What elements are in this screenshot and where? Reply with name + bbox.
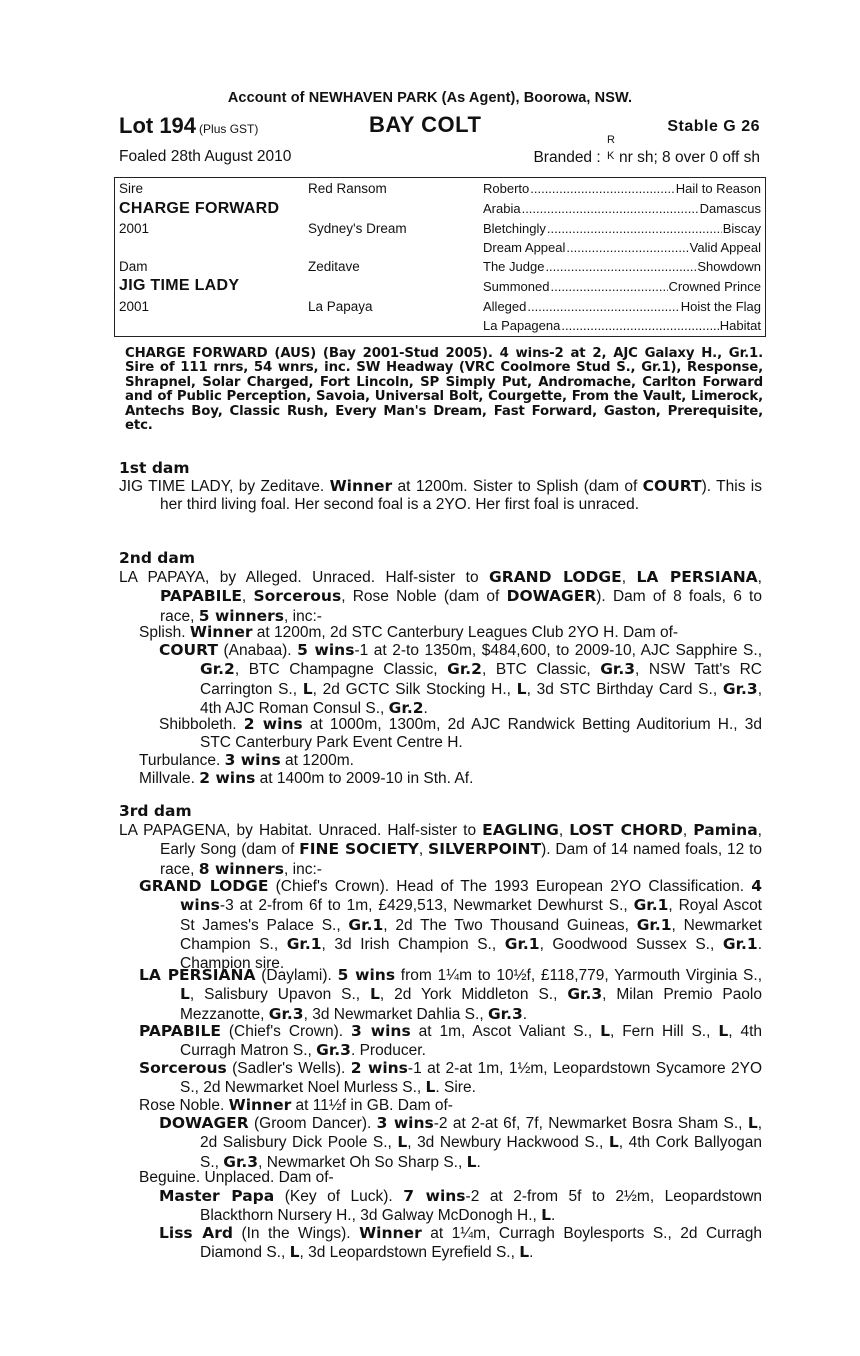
ancestor-left: Arabia [483, 201, 521, 216]
dam-name: JIG TIME LADY [119, 277, 240, 294]
brand-mark-bottom: K [606, 150, 615, 162]
sire-label: Sire [119, 181, 144, 196]
dam-dam: La Papaya [308, 299, 373, 314]
progeny-papabile: PAPABILE (Chief's Crown). 3 wins at 1m, Ascot Valiant S., L, Fern Hill S., L, 4th Curragh Matron S., Gr.3. Producer. [139, 1022, 762, 1060]
ancestor-row [483, 259, 761, 274]
progeny-beguine: Beguine. Unplaced. Dam of- [139, 1169, 334, 1186]
second-dam-heading: 2nd dam [119, 549, 196, 567]
progeny-rose-noble: Rose Noble. Winner at 11½f in GB. Dam of- [139, 1096, 453, 1114]
progeny-grand-lodge: GRAND LODGE (Chief's Crown). Head of The 1993 European 2YO Classification. 4 wins-3 at 2-from 6f to 1m, £429,513, Newmarket Dewhurst S., Gr.1, Royal Ascot St James's Palace S., Gr.1, 2d The Two Thousand Guineas, Gr.1, Newmarket Champion S., Gr.1, 3d Irish Champion S., Gr.1, Goodwood Sussex S., Gr.1. Champion sire. [139, 877, 762, 972]
horse-sex-colour: BAY COLT [369, 112, 482, 137]
ancestor-row [483, 201, 761, 216]
ancestor-right: Biscay [722, 221, 761, 236]
branded-suffix: nr sh; 8 over 0 off sh [618, 149, 760, 166]
ancestor-row [483, 318, 761, 333]
progeny-splish: Splish. Winner at 1200m, 2d STC Canterbury Leagues Club 2YO H. Dam of- [139, 623, 679, 641]
progeny-millvale: Millvale. 2 wins at 1400m to 2009-10 in Sth. Af. [139, 769, 474, 787]
progeny-turbulance: Turbulance. 3 wins at 1200m. [139, 751, 354, 769]
ancestor-left: The Judge [483, 259, 545, 274]
dam-label: Dam [119, 259, 148, 274]
progeny-la-persiana: LA PERSIANA (Daylami). 5 wins from 1¼m to 10½f, £118,779, Yarmouth Virginia S., L, Salisbury Upavon S., L, 2d York Middleton S., Gr.3, Milan Premio Paolo Mezzanotte, Gr.3, 3d Newmarket Dahlia S., Gr.3. [139, 966, 763, 1023]
lot-number [119, 113, 258, 139]
third-dam-heading: 3rd dam [119, 802, 192, 820]
vendor-account: Account of NEWHAVEN PARK (As Agent), Boorowa, NSW. [227, 90, 633, 106]
stable-location: Stable G 26 [667, 118, 760, 135]
ancestor-right: Hail to Reason [675, 181, 761, 196]
progeny-shibboleth: Shibboleth. 2 wins at 1000m, 1300m, 2d AJC Randwick Betting Auditorium H., 3d STC Canterbury Park Event Centre H. [159, 715, 762, 752]
first-dam-paragraph: JIG TIME LADY, by Zeditave. Winner at 1200m. Sister to Splish (dam of COURT). This is her third living foal. Her second foal is a 2YO. Her first foal is unraced. [119, 477, 762, 514]
ancestor-row [483, 299, 761, 314]
branded-prefix: Branded : [533, 149, 601, 166]
ancestor-right: Hoist the Flag [680, 299, 761, 314]
ancestor-left: Bletchingly [483, 221, 546, 236]
ancestor-right: Valid Appeal [689, 240, 761, 255]
plus-gst-note: (Plus GST) [199, 122, 259, 136]
ancestor-row [483, 181, 761, 196]
ancestor-left: Dream Appeal [483, 240, 566, 255]
ancestor-right: Damascus [699, 201, 761, 216]
sire-summary: CHARGE FORWARD (AUS) (Bay 2001-Stud 2005). 4 wins-2 at 2, AJC Galaxy H., Gr.1. Sire of 111 rnrs, 54 wnrs, inc. SW Headway (VRC Coolmore Stud S., Gr.1), Response, Shrapnel, Solar Charged, Fort Lincoln, SP Simply Put, Andromache, Carlton Forward and of Public Perception, Savoia, Universal Bolt, Courgette, From the Vault, Limerock, Antechs Boy, Classic Rush, Every Man's Dream, Fast Forward, Gaston, Prerequisite, etc. [125, 346, 763, 434]
foaled-date: Foaled 28th August 2010 [119, 148, 292, 165]
brand-mark-top: R [606, 134, 615, 146]
progeny-court: COURT (Anabaa). 5 wins-1 at 2-to 1350m, $484,600, to 2009-10, AJC Sapphire S., Gr.2, BTC Champagne Classic, Gr.2, BTC Classic, Gr.3, NSW Tatt's RC Carrington S., L, 2d GCTC Silk Stocking H., L, 3d STC Birthday Card S., Gr.3, 4th AJC Roman Consul S., Gr.2. [159, 641, 763, 718]
lot-label: Lot 194 [119, 113, 197, 138]
progeny-dowager: DOWAGER (Groom Dancer). 3 wins-2 at 2-at 6f, 7f, Newmarket Bosra Sham S., L, 2d Salisbury Dick Poole S., L, 3d Newbury Hackwood S., L, 4th Cork Ballyogan S., Gr.3, Newmarket Oh So Sharp S., L. [159, 1114, 763, 1171]
progeny-sorcerous: Sorcerous (Sadler's Wells). 2 wins-1 at 2-at 1m, 1½m, Leopardstown Sycamore 2YO S., 2d Newmarket Noel Murless S., L. Sire. [139, 1059, 762, 1097]
ancestor-left: Roberto [483, 181, 530, 196]
ancestor-left: La Papagena [483, 318, 561, 333]
third-dam-paragraph: LA PAPAGENA, by Habitat. Unraced. Half-sister to EAGLING, LOST CHORD, Pamina, Early Song (dam of FINE SOCIETY, SILVERPOINT). Dam of 14 named foals, 12 to race, 8 winners, inc:- [119, 821, 762, 878]
ancestor-right: Habitat [719, 318, 761, 333]
ancestor-left: Summoned [483, 279, 550, 294]
dam-sire: Zeditave [308, 259, 360, 274]
ancestor-row [483, 279, 761, 294]
dam-year: 2001 [119, 299, 150, 314]
sire-dam: Sydney's Dream [308, 221, 407, 236]
brand-mark [606, 134, 617, 162]
sire-year: 2001 [119, 221, 150, 236]
sire-sire: Red Ransom [308, 181, 387, 196]
progeny-master-papa: Master Papa (Key of Luck). 7 wins-2 at 2-from 5f to 2½m, Leopardstown Blackthorn Nursery H., 3d Galway McDonogh H., L. [159, 1187, 763, 1225]
second-dam-paragraph: LA PAPAYA, by Alleged. Unraced. Half-sister to GRAND LODGE, LA PERSIANA, PAPABILE, Sorcerous, Rose Noble (dam of DOWAGER). Dam of 8 foals, 6 to race, 5 winners, inc:- [119, 568, 762, 625]
branded-info [480, 134, 760, 167]
ancestor-right: Crowned Prince [668, 279, 761, 294]
first-dam-heading: 1st dam [119, 459, 190, 477]
progeny-liss-ard: Liss Ard (In the Wings). Winner at 1¼m, Curragh Boylesports S., 2d Curragh Diamond S., L, 3d Leopardstown Eyrefield S., L. [159, 1224, 762, 1262]
sire-name: CHARGE FORWARD [119, 200, 280, 217]
ancestor-row [483, 221, 761, 236]
pedigree-table [114, 177, 766, 337]
ancestor-right: Showdown [697, 259, 761, 274]
ancestor-left: Alleged [483, 299, 527, 314]
ancestor-row [483, 240, 761, 255]
